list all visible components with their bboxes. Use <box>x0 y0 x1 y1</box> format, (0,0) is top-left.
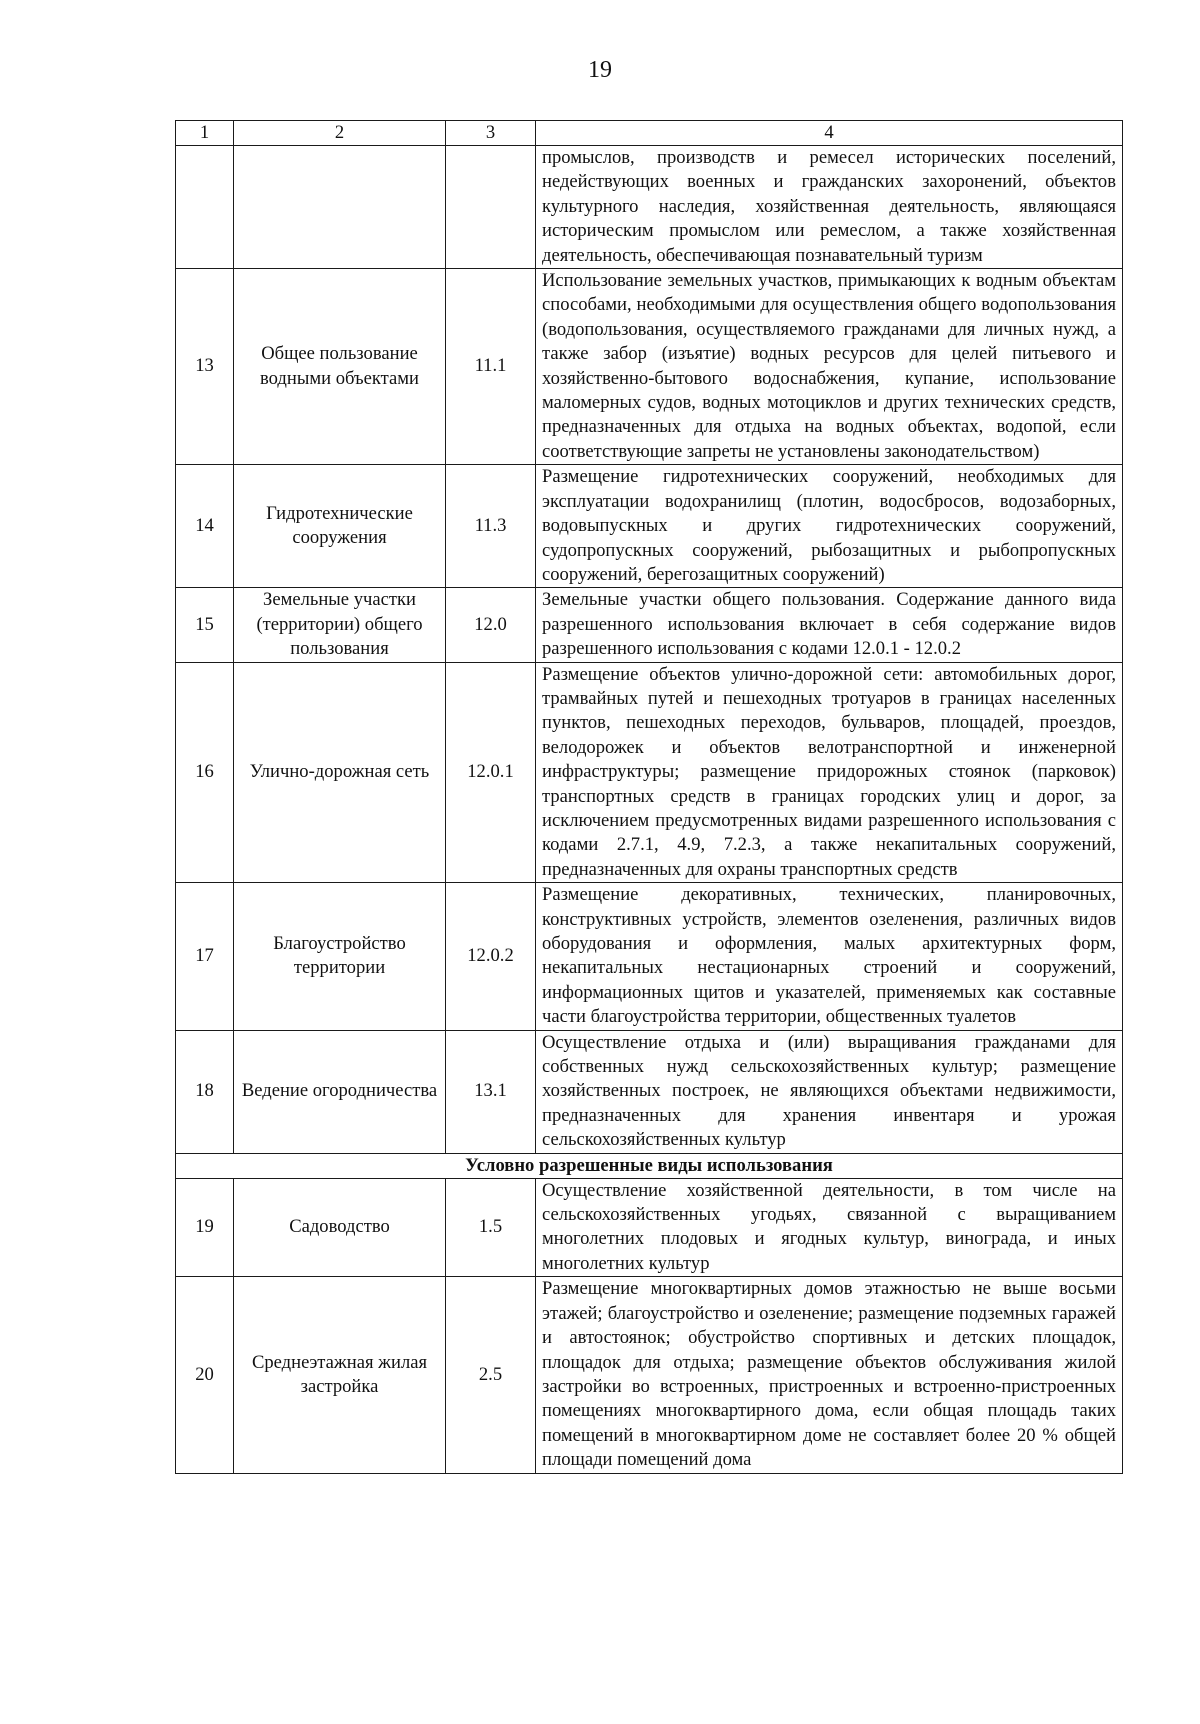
row-use-name <box>234 146 446 269</box>
row-code: 12.0.1 <box>446 662 536 883</box>
column-header-1: 1 <box>176 121 234 146</box>
row-description: Использование земельных участков, примыкающих к водным объектам способами, необходимыми для осуществления общего водопользования (водопользования, осуществляемого гражданами для личных нужд, а также забор (изъятие) водных ресурсов для целей питьевого и хозяйственно-бытового водоснабжения, купание, использование маломерных судов, водных мотоциклов и других технических средств, предназначенных для отдыха на водных объектах, водопой, если соответствующие запреты не установлены законодательством) <box>536 269 1123 465</box>
column-header-2: 2 <box>234 121 446 146</box>
row-description: Размещение гидротехнических сооружений, необходимых для эксплуатации водохранилищ (плотин, водосбросов, водозаборных, водовыпускных и других гидротехнических сооружений, судопропускных сооружений, рыбозащитных и рыбопропускных сооружений, берегозащитных сооружений) <box>536 465 1123 588</box>
row-code: 13.1 <box>446 1030 536 1153</box>
table-row <box>176 269 1123 465</box>
table-row <box>176 883 1123 1030</box>
row-number: 13 <box>176 269 234 465</box>
table-row <box>176 1030 1123 1153</box>
row-code: 11.3 <box>446 465 536 588</box>
row-number: 14 <box>176 465 234 588</box>
row-number: 16 <box>176 662 234 883</box>
row-description: Размещение декоративных, технических, планировочных, конструктивных устройств, элементов озеленения, различных видов оборудования и оформления, малых архитектурных форм, некапитальных нестационарных строений и сооружений, информационных щитов и указателей, применяемых как составные части благоустройства территории, общественных туалетов <box>536 883 1123 1030</box>
row-description: Осуществление хозяйственной деятельности, в том числе на сельскохозяйственных угодьях, связанной с выращиванием многолетних плодовых и ягодных культур, винограда, и иных многолетних культур <box>536 1178 1123 1277</box>
row-use-name: Садоводство <box>234 1178 446 1277</box>
column-header-3: 3 <box>446 121 536 146</box>
row-number: 17 <box>176 883 234 1030</box>
row-use-name: Благоустройство территории <box>234 883 446 1030</box>
table-row <box>176 1277 1123 1473</box>
row-code: 12.0.2 <box>446 883 536 1030</box>
row-code: 2.5 <box>446 1277 536 1473</box>
table-row <box>176 588 1123 662</box>
row-code: 12.0 <box>446 588 536 662</box>
table-row <box>176 465 1123 588</box>
row-code: 1.5 <box>446 1178 536 1277</box>
row-description: Земельные участки общего пользования. Содержание данного вида разрешенного использования включает в себя содержание видов разрешенного использования с кодами 12.0.1 - 12.0.2 <box>536 588 1123 662</box>
row-number: 20 <box>176 1277 234 1473</box>
row-number: 15 <box>176 588 234 662</box>
row-description: промыслов, производств и ремесел исторических поселений, недействующих военных и гражданских захоронений, объектов культурного наследия, хозяйственная деятельность, являющаяся историческим промыслом или ремеслом, а также хозяйственная деятельность, обеспечивающая познавательный туризм <box>536 146 1123 269</box>
row-number <box>176 146 234 269</box>
table-row <box>176 1178 1123 1277</box>
row-description: Осуществление отдыха и (или) выращивания гражданами для собственных нужд сельскохозяйственных культур; размещение хозяйственных построек, не являющихся объектами недвижимости, предназначенных для хранения инвентаря и урожая сельскохозяйственных культур <box>536 1030 1123 1153</box>
table-row <box>176 662 1123 883</box>
row-number: 19 <box>176 1178 234 1277</box>
section-header-row <box>176 1153 1123 1178</box>
row-use-name: Общее пользование водными объектами <box>234 269 446 465</box>
table-header-row <box>176 121 1123 146</box>
table-row <box>176 146 1123 269</box>
column-header-4: 4 <box>536 121 1123 146</box>
row-use-name: Земельные участки (территории) общего пользования <box>234 588 446 662</box>
row-code: 11.1 <box>446 269 536 465</box>
page-number: 19 <box>588 57 612 83</box>
row-number: 18 <box>176 1030 234 1153</box>
row-description: Размещение объектов улично-дорожной сети: автомобильных дорог, трамвайных путей и пешеходных тротуаров в границах населенных пунктов, пешеходных переходов, бульваров, площадей, проездов, велодорожек и объектов велотранспортной и инженерной инфраструктуры; размещение придорожных стоянок (парковок) транспортных средств в границах городских улиц и дорог, за исключением предусмотренных видами разрешенного использования с кодами 2.7.1, 4.9, 7.2.3, а также некапитальных сооружений, предназначенных для охраны транспортных средств <box>536 662 1123 883</box>
land-use-table <box>175 120 1123 1474</box>
row-use-name: Гидротехнические сооружения <box>234 465 446 588</box>
row-use-name: Ведение огородничества <box>234 1030 446 1153</box>
row-code <box>446 146 536 269</box>
row-use-name: Улично-дорожная сеть <box>234 662 446 883</box>
section-title: Условно разрешенные виды использования <box>176 1153 1123 1178</box>
row-use-name: Среднеэтажная жилая застройка <box>234 1277 446 1473</box>
row-description: Размещение многоквартирных домов этажностью не выше восьми этажей; благоустройство и озеленение; размещение подземных гаражей и автостоянок; обустройство спортивных и детских площадок, площадок для отдыха; размещение объектов обслуживания жилой застройки во встроенных, пристроенных и встроенно-пристроенных помещениях многоквартирного дома, если общая площадь таких помещений в многоквартирном доме не составляет более 20 % общей площади помещений дома <box>536 1277 1123 1473</box>
